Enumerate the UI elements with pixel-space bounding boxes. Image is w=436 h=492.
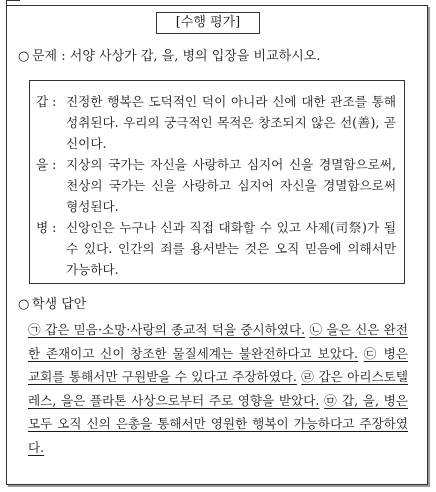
thinker-label: 갑 : bbox=[36, 94, 57, 109]
answer-item: ㉢ 병은 교회를 통해서만 구원받을 수 있다고 주장하였다. bbox=[28, 345, 408, 384]
thinker-statement: 진정한 행복은 도덕적인 덕이 아니라 신에 대한 관조를 통해 성취된다. 우리의 궁극적인 목적은 창조되지 않은 선(善), 곧 신이다. bbox=[66, 94, 396, 151]
answer-item: ㉤ 갑, 을, 병은 모두 오직 신의 은총을 통해서만 영원한 행복이 가능하다고 주장하였다. bbox=[28, 392, 408, 455]
thinker-statement: 신앙인은 누구나 신과 직접 대화할 수 있고 사제(司祭)가 될 수 있다. 인간의 죄를 용서받는 것은 오직 믿음에 의해서만 가능하다. bbox=[66, 220, 396, 277]
student-answer bbox=[28, 318, 408, 459]
answer-heading: 학생 답안 bbox=[32, 297, 87, 312]
thinker-entry-byeong bbox=[36, 217, 396, 280]
thinker-label: 을 : bbox=[36, 157, 57, 172]
answer-heading-line bbox=[18, 296, 86, 314]
question-line bbox=[18, 48, 320, 66]
question-bullet: ○ bbox=[18, 49, 30, 64]
thinker-entry-eul bbox=[36, 154, 396, 217]
question-text: 문제 : 서양 사상가 갑, 을, 병의 입장을 비교하시오. bbox=[32, 49, 321, 64]
answer-item: ㉡ 을은 신은 완전한 존재이고 신이 창조한 물질세계는 불완전하다고 보았다. bbox=[28, 322, 408, 361]
answer-item: ㉠ 갑은 믿음·소망·사랑의 종교적 덕을 중시하였다. bbox=[28, 322, 306, 337]
thinker-entry-gap bbox=[36, 91, 396, 154]
page-corner-decoration bbox=[6, 0, 20, 10]
thinker-statement: 지상의 국가는 자신을 사랑하고 심지어 신을 경멸함으로써, 천상의 국가는 신을 사랑하고 심지어 자신을 경멸함으로써 형성된다. bbox=[66, 157, 396, 214]
answer-item: ㉣ 갑은 아리스토텔레스, 을은 플라톤 사상으로부터 주로 영향을 받았다. bbox=[28, 369, 408, 408]
thinker-label: 병 : bbox=[36, 220, 57, 235]
assessment-title: [수행 평가] bbox=[156, 12, 260, 34]
answer-bullet: ○ bbox=[18, 297, 30, 312]
thinkers-box bbox=[29, 80, 405, 284]
